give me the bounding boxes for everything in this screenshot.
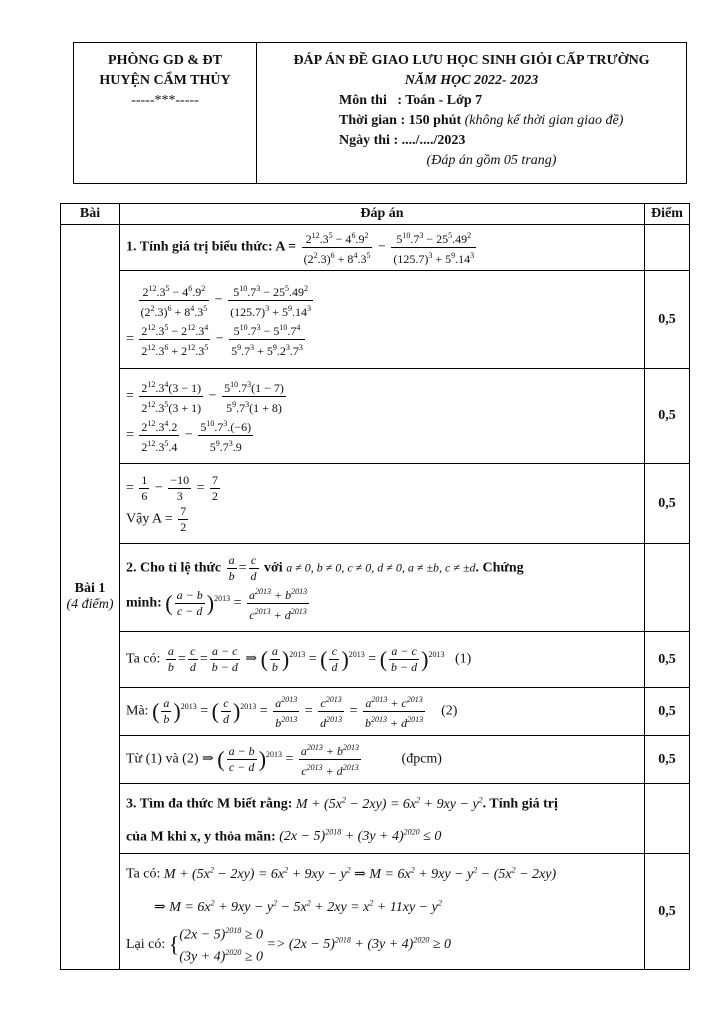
q3-score: 0,5 bbox=[645, 854, 690, 970]
time-row: Thời gian : 150 phút (không kể thời gian giao đề) bbox=[339, 113, 624, 128]
q1-step3: = $\frac{1}{6}$ − $\frac{-10}{3}$ = $\frac{7}{2}$ Vậy A = $\frac{7}{2}$ bbox=[120, 464, 645, 544]
q1-prompt: 1. Tính giá trị biểu thức: A = bbox=[126, 239, 297, 255]
q2-conditions: a ≠ 0, b ≠ 0, c ≠ 0, d ≠ 0, a ≠ ±b, c ≠ ±d bbox=[286, 560, 476, 575]
col-dapan: Đáp án bbox=[120, 204, 645, 225]
q2-prompt-cell: 2. Cho tỉ lệ thức $\frac{a}{b}$ = $\frac{c}{d}$ với a ≠ 0, b ≠ 0, c ≠ 0, d ≠ 0, a ≠ ±b, c ≠ ±d. Chứng minh: ( $\frac{a - b}{c - d}$ )$^{2013}$ = $\frac{a^{2013} + b^{2013}}{c^{2013} + d^{2013}}$ bbox=[120, 544, 645, 632]
bai-cell bbox=[61, 225, 120, 970]
q1-step1: $\frac{2^{12}.3^5 - 4^6.9^2}{(2^2.3)^6 + 8^4.3^5}$ − $\frac{5^{10}.7^3 - 25^5.49^2}{(125.7)^3 + 5^9.14^3}$ = $\frac{2^{12}.3^5 - 2^{12}.3^4}{2^{12}.3^6 + 2^{12}.3^5}$ − $\frac{5^{10}.7^3 - 5^{10}.7^4}{5^9.7^3 + 5^9.2^3.7^3}$ bbox=[120, 271, 645, 369]
q3-prompt: 3. Tìm đa thức M biết rằng: bbox=[126, 796, 293, 812]
q1-prompt-cell: 1. Tính giá trị biểu thức: A = $\frac{2^{12}.3^5 - 4^6.9^2}{(2^2.3)^6 + 8^4.3^5}$ − $\frac{5^{10}.7^3 - 25^5.49^2}{(125.7)^3 + 5^9.14^3}$ bbox=[120, 225, 645, 271]
dept-name: PHÒNG GD & ĐT bbox=[108, 53, 222, 68]
col-bai: Bài bbox=[61, 204, 120, 225]
header-box bbox=[73, 42, 687, 184]
q2-line1: Ta có: $\frac{a}{b}$ = $\frac{c}{d}$ = $\frac{a - c}{b - d}$ ⇒ ( $\frac{a}{b}$ )$^{2013}$ = ( $\frac{c}{d}$ )$^{2013}$ = ( $\frac{a - c}{b - d}$ )$^{2013}$ (1) bbox=[120, 632, 645, 688]
q2-prompt: 2. Cho tỉ lệ thức bbox=[126, 560, 222, 576]
table-row bbox=[61, 544, 690, 632]
doc-title: ĐÁP ÁN ĐỀ GIAO LƯU HỌC SINH GIỎI CẤP TRƯỜNG bbox=[293, 53, 650, 68]
table-row bbox=[61, 854, 690, 970]
table-row bbox=[61, 688, 690, 736]
q2-score-3: 0,5 bbox=[645, 736, 690, 784]
district-name: HUYỆN CẨM THỦY bbox=[99, 73, 231, 88]
q2-line2: Mà: ( $\frac{a}{b}$ )$^{2013}$ = ( $\frac{c}{d}$ )$^{2013}$ = $\frac{a^{2013}}{b^{2013}}$ = $\frac{c^{2013}}{d^{2013}}$ = $\frac{a^{2013} + c^{2013}}{b^{2013} + d^{2013}}$ (2) bbox=[120, 688, 645, 736]
q1-conclusion: Vậy bbox=[126, 511, 150, 527]
q1-score-3: 0,5 bbox=[645, 464, 690, 544]
col-diem: Điểm bbox=[645, 204, 690, 225]
date-row: Ngày thi : ..../..../2023 bbox=[339, 133, 466, 148]
table-row bbox=[61, 464, 690, 544]
table-row bbox=[61, 632, 690, 688]
header-left bbox=[74, 43, 257, 183]
q2-score-1: 0,5 bbox=[645, 632, 690, 688]
q2-line3: Từ (1) và (2) ⇒ ( $\frac{a - b}{c - d}$ )$^{2013}$ = $\frac{a^{2013} + b^{2013}}{c^{2013} + d^{2013}}$ (đpcm) bbox=[120, 736, 645, 784]
q3-prompt-cell: 3. Tìm đa thức M biết rằng: $M + (5x^2 - 2xy) = 6x^2 + 9xy - y^2$. Tính giá trị của M khi x, y thỏa mãn: $(2x - 5)^{2018} + (3y + 4)^{2020} \le 0$ bbox=[120, 784, 645, 854]
bai-label: Bài 1 bbox=[74, 580, 106, 596]
table-row bbox=[61, 784, 690, 854]
table-row bbox=[61, 271, 690, 369]
header-right bbox=[257, 43, 686, 183]
table-header-row bbox=[61, 204, 690, 225]
q1-score-1: 0,5 bbox=[645, 271, 690, 369]
table-row bbox=[61, 369, 690, 464]
bai-points: (4 điểm) bbox=[66, 596, 114, 612]
separator-stars: -----***----- bbox=[131, 93, 199, 108]
table-row bbox=[61, 736, 690, 784]
q2-score-2: 0,5 bbox=[645, 688, 690, 736]
q3-solution: Ta có: $M + (5x^2 - 2xy) = 6x^2 + 9xy - y^2$ ⇒ $M = 6x^2 + 9xy - y^2 - (5x^2 - 2xy)$ ⇒ $M = 6x^2 + 9xy - y^2 - 5x^2 + 2xy = x^2 + 11xy - y^2$ Lại có: {$(2x - 5)^{2018} \ge 0$ $(3y + 4)^{2020} \ge 0 => (2x - 5)^{2018} + (3y + 4)^{2020} \ge 0$ bbox=[120, 854, 645, 970]
table-row bbox=[61, 225, 690, 271]
pages-note: (Đáp án gồm 05 trang) bbox=[426, 153, 557, 168]
subject-row: Môn thi : Toán - Lớp 7 bbox=[339, 93, 483, 108]
q1-score-2: 0,5 bbox=[645, 369, 690, 464]
q1-step2: = $\frac{2^{12}.3^4(3 - 1)}{2^{12}.3^5(3 + 1)}$ − $\frac{5^{10}.7^3(1 - 7)}{5^9.7^3(1 + 8)}$ = $\frac{2^{12}.3^4.2}{2^{12}.3^5.4}$ − $\frac{5^{10}.7^3.(-6)}{5^9.7^3.9}$ bbox=[120, 369, 645, 464]
answer-table bbox=[60, 203, 690, 970]
school-year: NĂM HỌC 2022- 2023 bbox=[404, 73, 539, 88]
